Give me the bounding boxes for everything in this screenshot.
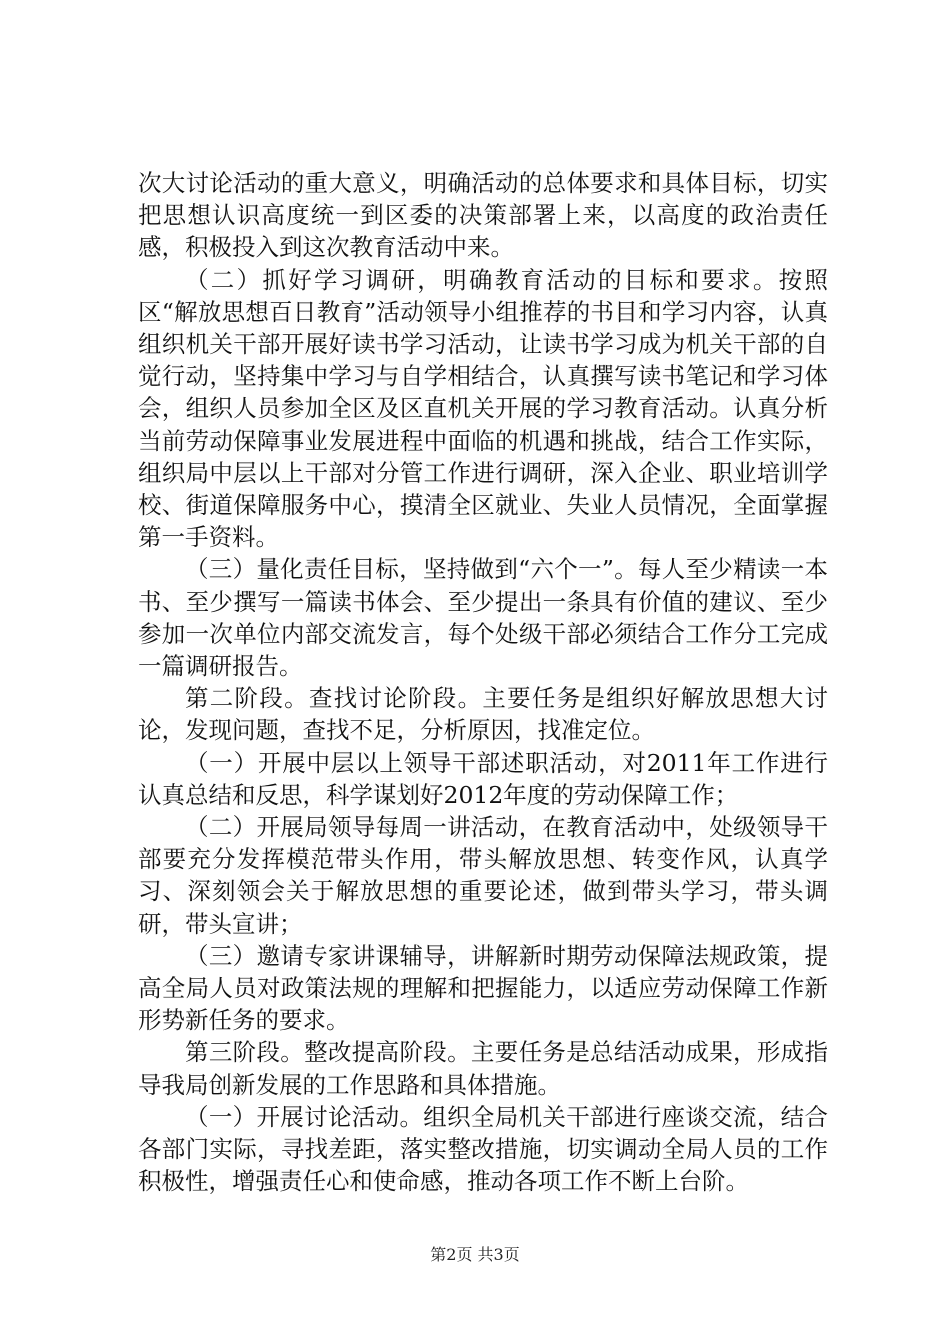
paragraph-stage-three: 第三阶段。整改提高阶段。主要任务是总结活动成果，形成指导我局创新发展的工作思路和具体措施。 xyxy=(138,1038,828,1099)
paragraph-stage-two-item-3: （三）邀请专家讲课辅导，讲解新时期劳动保障法规政策，提高全局人员对政策法规的理解和把握能力，以适应劳动保障工作新形势新任务的要求。 xyxy=(138,941,828,1035)
paragraph-study-research: （二）抓好学习调研，明确教育活动的目标和要求。按照区“解放思想百日教育”活动领导小组推荐的书目和学习内容，认真组织机关干部开展好读书学习活动，让读书学习成为机关干部的自觉行动，坚持集中学习与自学相结合，认真撰写读书笔记和学习体会，组织人员参加全区及区直机关开展的学习教育活动。认真分析当前劳动保障事业发展进程中面临的机遇和挑战，结合工作实际，组织局中层以上干部对分管工作进行调研，深入企业、职业培训学校、街道保障服务中心，摸清全区就业、失业人员情况，全面掌握第一手资料。 xyxy=(138,265,828,552)
document-body xyxy=(138,167,828,1198)
paragraph-stage-two: 第二阶段。查找讨论阶段。主要任务是组织好解放思想大讨论，发现问题，查找不足，分析原因，找准定位。 xyxy=(138,684,828,745)
paragraph-stage-two-item-2: （二）开展局领导每周一讲活动，在教育活动中，处级领导干部要充分发挥模范带头作用，带头解放思想、转变作风，认真学习、深刻领会关于解放思想的重要论述，做到带头学习，带头调研，带头宣讲； xyxy=(138,813,828,938)
paragraph-stage-two-item-1: （一）开展中层以上领导干部述职活动，对2011年工作进行认真总结和反思，科学谋划好2012年度的劳动保障工作； xyxy=(138,748,828,809)
page-footer: 第2页 共3页 xyxy=(430,1245,520,1264)
paragraph-six-ones: （三）量化责任目标，坚持做到“六个一”。每人至少精读一本书、至少撰写一篇读书体会、至少提出一条具有价值的建议、至少参加一次单位内部交流发言，每个处级干部必须结合工作分工完成一篇调研报告。 xyxy=(138,555,828,681)
paragraph-stage-three-item-1: （一）开展讨论活动。组织全局机关干部进行座谈交流，结合各部门实际，寻找差距，落实整改措施，切实调动全局人员的工作积极性，增强责任心和使命感，推动各项工作不断上台阶。 xyxy=(138,1102,828,1196)
paragraph-continuation: 次大讨论活动的重大意义，明确活动的总体要求和具体目标，切实把思想认识高度统一到区委的决策部署上来，以高度的政治责任感，积极投入到这次教育活动中来。 xyxy=(138,169,828,262)
